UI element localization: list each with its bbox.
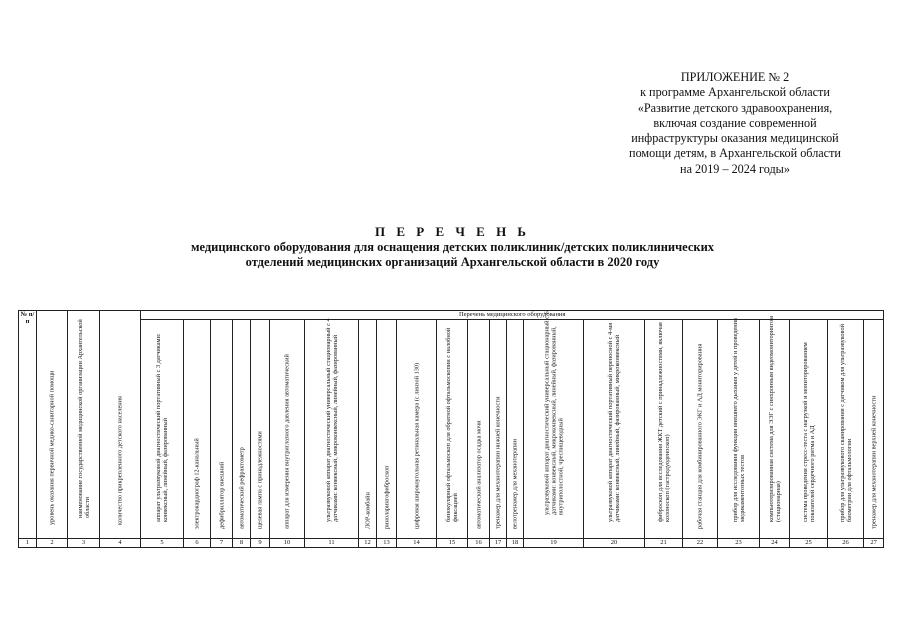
header-cell: автоматический анализатор осадка мочи [468,320,490,539]
header-cell: электрокардиограф 12-канальный [184,320,211,539]
column-number: 17 [490,539,507,548]
header-cell: компьютеризированная система для ЭЭГ с синхронным видеомониторингом (стационарная) [760,320,790,539]
appendix-line: ПРИЛОЖЕНИЕ № 2 [680,70,790,84]
column-number: 26 [828,539,864,548]
column-number: 11 [305,539,359,548]
header-cell: прибор для ультразвукового сканирования с датчиком для ультразвуковой биометрии для офтальмологии [828,320,864,539]
column-number: 10 [270,539,305,548]
header-cell: тренажер для механотерапии нижней конечности [490,320,507,539]
header-cell: наименование государственной медицинской организации Архангельской области [68,311,100,539]
header-cell: ультразвуковой аппарат диагностический портативный переносной с 4-мя датчиками: конвексный, линейный, фазированный, микроконвексный [584,320,645,539]
appendix-line: включая создание современной [653,115,817,130]
subtitle-line: отделений медицинских организаций Архангельской области в 2020 году [245,255,660,269]
header-cell: аппарат ультразвуковой диагностический портативный с 3 датчиками: конвексный, линейный, фазированный [141,320,184,539]
column-number: 5 [141,539,184,548]
column-number: 18 [507,539,524,548]
header-cell: ЛОР-комбайн [359,320,377,539]
document-title: П Е Р Е Ч Е Н Ь [374,224,531,239]
column-number: 12 [359,539,377,548]
header-cell: риноларингофиброскоп [377,320,397,539]
column-number: 21 [645,539,683,548]
column-number: 2 [37,539,68,548]
header-cell: прибор для исследования функции внешнего дыхания у детей и проведения медикаментозных тестов [718,320,760,539]
column-number: 27 [864,539,884,548]
column-number: 1 [19,539,37,548]
column-number: 22 [683,539,718,548]
column-number: 23 [718,539,760,548]
header-cell: велотренажер для механотерапии [507,320,524,539]
column-number: 19 [524,539,584,548]
column-number: 7 [211,539,233,548]
appendix-line: на 2019 – 2024 годы» [680,161,790,176]
header-cell: тренажер для механотерапии верхней конечности [864,320,884,539]
group-header: Перечень медицинского оборудования [141,311,884,320]
subtitle-line: медицинского оборудования для оснащения детских поликлиник/детских поликлинических [190,240,715,254]
header-cell: ультразвуковой аппарат диагностический универсальный стационарный с 4 датчиками: конвексный, микроконвексный, линейный, фазированный [305,320,359,539]
column-number-row [19,539,884,548]
header-np: № п/п [19,311,37,539]
column-number: 4 [100,539,141,548]
header-cell: рабочая станция для комбинированного ЭКГ и АД мониторирования [683,320,718,539]
column-number: 20 [584,539,645,548]
appendix-line: помощи детям, в Архангельской области [629,146,841,161]
header-cell: система проведения стресс-теста с нагрузкой и мониторированием показателей сердечного ритма и АД [790,320,828,539]
appendix-line: «Развитие детского здравоохранения, [637,100,833,115]
appendix-line: к программе Архангельской области [640,85,830,100]
table-header-row [19,320,884,539]
header-cell: бинокулярный офтальмоскоп для обратной офтальмоскопии с налобной фиксацией [437,320,468,539]
column-number: 9 [251,539,270,548]
column-number: 25 [790,539,828,548]
column-number: 3 [68,539,100,548]
column-number: 13 [377,539,397,548]
header-cell: количество прикрепленного детского населения [100,311,141,539]
appendix-line: инфраструктуры оказания медицинской [631,131,839,146]
document-subtitle [0,240,905,270]
header-cell: дефибриллятор внешний [211,320,233,539]
equipment-table [18,310,884,548]
column-number: 6 [184,539,211,548]
header-cell: фиброскоп для исследования ЖКТ детский с принадлежностями, включая колоноскоп (гастродуоденоскоп) [645,320,683,539]
header-cell: цифровая широкоугольная ретинальная камера (с линзой 130) [397,320,437,539]
header-cell: автоматический рефрактометр [233,320,251,539]
header-cell: уровень оказания первичной медико-санитарной помощи [37,311,68,539]
column-number: 16 [468,539,490,548]
column-number: 15 [437,539,468,548]
column-number: 14 [397,539,437,548]
appendix-block [600,70,870,177]
header-cell: щелевая лампа с принадлежностями [251,320,270,539]
header-cell: ультразвуковой аппарат диагностический универсальный стационарный с 6 датчиками: конвексный, микроконвексный, линейный, фазированный, внутриполостной, чреспищеводный [524,320,584,539]
column-number: 24 [760,539,790,548]
column-number: 8 [233,539,251,548]
header-cell: аппарат для измерения внутриглазного давления автоматический [270,320,305,539]
